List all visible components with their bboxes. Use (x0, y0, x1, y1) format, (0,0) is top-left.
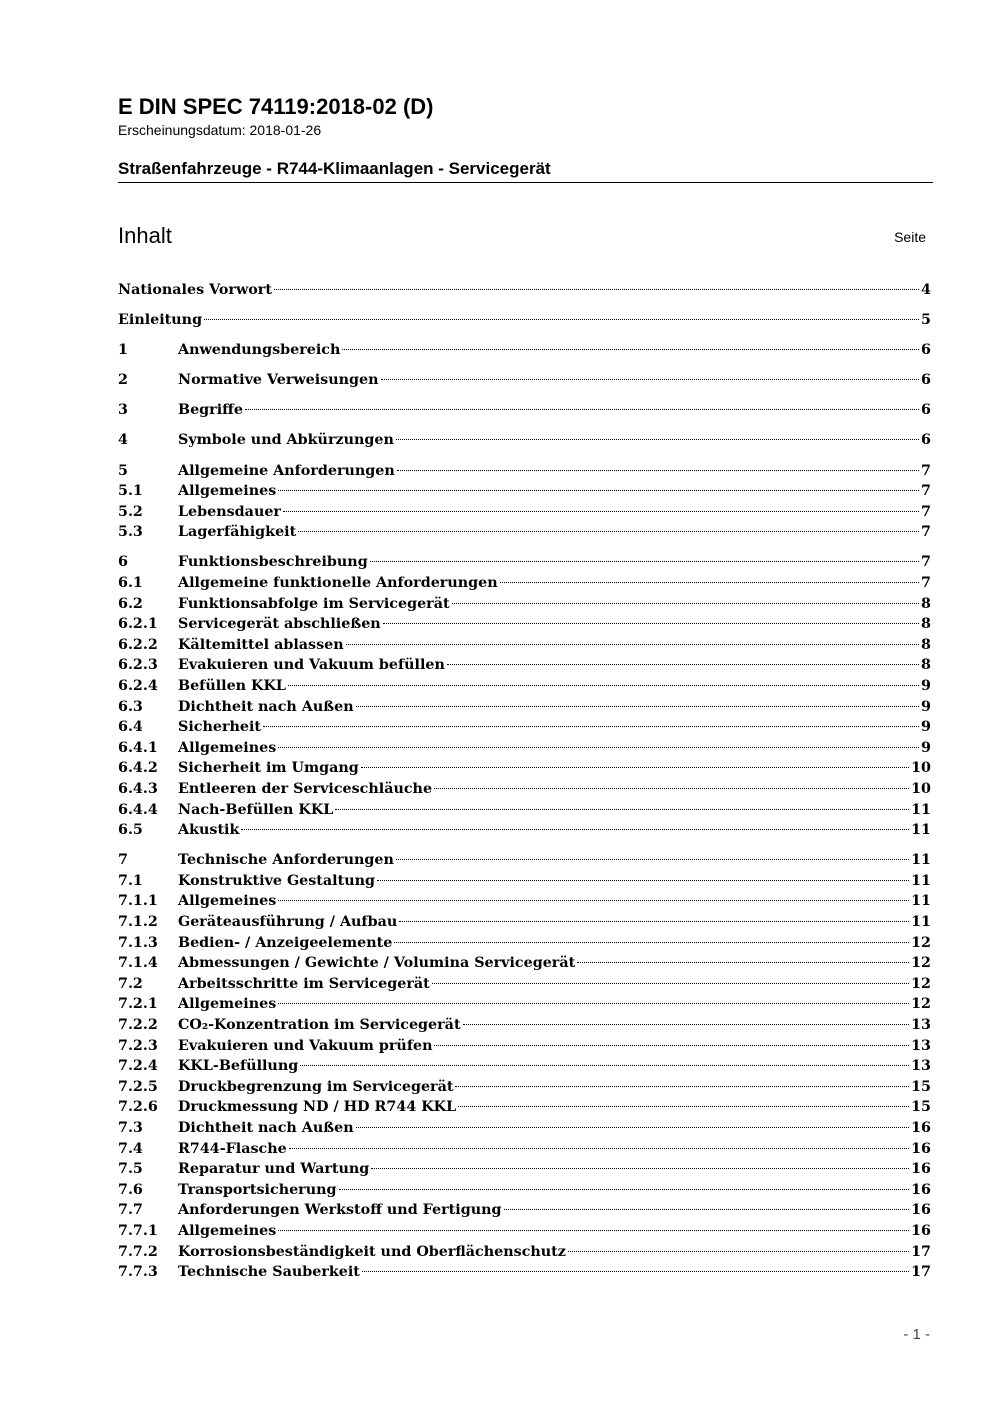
toc-dot-leader (577, 962, 909, 963)
toc-entry[interactable] (118, 912, 931, 933)
toc-entry-page: 9 (921, 698, 931, 715)
toc-entry-page: 7 (921, 554, 931, 571)
toc-dot-leader (278, 1003, 909, 1004)
toc-entry-number: 7.1.2 (118, 914, 158, 931)
toc-entry-page: 13 (911, 1017, 931, 1033)
toc-entry-page: 6 (921, 432, 931, 449)
toc-entry[interactable] (118, 310, 931, 331)
toc-entry-number: 2 (118, 372, 128, 389)
toc-entry-page: 16 (911, 1181, 931, 1198)
toc-entry-title: Evakuieren und Vakuum befüllen (178, 657, 445, 674)
toc-entry-page: 17 (911, 1243, 931, 1260)
toc-dot-leader (283, 511, 919, 512)
toc-entry-page: 7 (921, 503, 931, 520)
toc-entry-page: 16 (911, 1222, 931, 1239)
toc-entry[interactable] (118, 933, 931, 954)
toc-dot-leader (383, 623, 919, 624)
toc-dot-leader (298, 531, 919, 532)
toc-entry[interactable] (118, 758, 931, 779)
toc-dot-leader (452, 603, 919, 604)
toc-entry[interactable] (118, 1097, 931, 1118)
toc-entry-page: 12 (911, 955, 931, 972)
toc-entry[interactable] (118, 430, 931, 451)
toc-entry-page: 8 (921, 636, 931, 653)
toc-entry-number: 7.1.4 (118, 955, 158, 972)
toc-entry[interactable] (118, 655, 931, 676)
toc-entry[interactable] (118, 614, 931, 635)
toc-entry-title: CO₂-Konzentration im Servicegerät (178, 1017, 461, 1033)
toc-entry-number: 6.4.2 (118, 760, 158, 777)
header-divider (118, 182, 933, 183)
toc-dot-leader (274, 289, 919, 290)
toc-entry-title: Allgemeine Anforderungen (178, 462, 395, 479)
toc-entry-number: 7.2 (118, 975, 143, 992)
toc-entry-number: 7.2.6 (118, 1099, 158, 1116)
toc-entry-title: Anforderungen Werkstoff und Fertigung (178, 1202, 502, 1219)
toc-entry[interactable] (118, 1118, 931, 1139)
toc-dot-leader (362, 1271, 909, 1272)
toc-entry-number: 6.2.1 (118, 616, 158, 633)
toc-entry-page: 11 (911, 914, 931, 931)
toc-entry-title: Nationales Vorwort (118, 282, 272, 298)
toc-entry[interactable] (118, 340, 931, 361)
toc-entry-title: Dichtheit nach Außen (178, 698, 354, 715)
toc-entry-number: 7.4 (118, 1140, 143, 1157)
toc-entry-title: Transportsicherung (178, 1181, 337, 1198)
toc-dot-leader (361, 767, 909, 768)
toc-entry-number: 7.2.3 (118, 1037, 158, 1054)
toc-entry-page: 7 (921, 483, 931, 500)
toc-entry-number: 6.2 (118, 595, 143, 612)
toc-entry-page: 5 (921, 312, 931, 329)
toc-entry-number: 7.2.5 (118, 1078, 158, 1095)
toc-dot-leader (568, 1251, 909, 1252)
toc-entry[interactable] (118, 717, 931, 738)
toc-dot-leader (278, 490, 919, 491)
toc-dot-leader (288, 685, 919, 686)
toc-dot-leader (455, 1086, 909, 1087)
toc-dot-leader (289, 1148, 909, 1149)
toc-entry-number: 6.4.3 (118, 780, 158, 797)
toc-entry-title: Begriffe (178, 402, 243, 419)
toc-entry-title: Allgemeines (178, 893, 277, 910)
toc-entry-title: Technische Sauberkeit (178, 1264, 360, 1281)
toc-entry-title: Konstruktive Gestaltung (178, 872, 375, 889)
toc-entry-page: 11 (911, 893, 931, 910)
toc-entry-number: 6.4 (118, 719, 143, 736)
toc-entry-page: 9 (921, 678, 931, 694)
toc-dot-leader (377, 880, 909, 881)
toc-entry-page: 13 (911, 1058, 931, 1075)
toc-dot-leader (278, 1230, 909, 1231)
toc-entry-page: 7 (921, 524, 931, 541)
toc-entry-title: Allgemeine funktionelle Anforderungen (178, 575, 498, 592)
toc-entry-page: 11 (911, 801, 931, 818)
toc-entry-page: 11 (911, 852, 931, 869)
toc-dot-leader (397, 470, 919, 471)
toc-dot-leader (381, 379, 920, 380)
toc-entry[interactable] (118, 1077, 931, 1098)
toc-dot-leader (394, 942, 909, 943)
toc-entry-title: Bedien- / Anzeigeelemente (178, 934, 393, 951)
toc-entry[interactable] (118, 552, 931, 573)
toc-entry-title: Einleitung (118, 312, 203, 329)
toc-entry-number: 7.3 (118, 1119, 143, 1136)
toc-entry-page: 16 (911, 1119, 931, 1136)
toc-entry[interactable] (118, 1139, 931, 1160)
toc-dot-leader (300, 1065, 909, 1066)
toc-entry[interactable] (118, 1056, 931, 1077)
toc-entry-number: 7.2.4 (118, 1058, 158, 1075)
toc-entry[interactable] (118, 635, 931, 656)
toc-entry[interactable] (118, 871, 931, 892)
table-of-contents (118, 280, 931, 1283)
toc-entry-page: 9 (921, 739, 931, 756)
toc-entry[interactable] (118, 953, 931, 974)
toc-entry-title: Lebensdauer (178, 503, 281, 520)
toc-entry-title: Allgemeines (178, 1222, 277, 1239)
toc-dot-leader (434, 788, 909, 789)
toc-entry-title: KKL-Befüllung (178, 1058, 299, 1075)
toc-entry-page: 7 (921, 575, 931, 592)
toc-entry-title: Reparatur und Wartung (178, 1161, 370, 1178)
toc-entry[interactable] (118, 522, 931, 543)
toc-entry-title: Symbole und Abkürzungen (178, 432, 394, 449)
toc-entry-number: 5.2 (118, 503, 143, 520)
toc-dot-leader (396, 439, 919, 440)
toc-entry-page: 12 (911, 975, 931, 992)
toc-entry-page: 8 (921, 657, 931, 674)
toc-entry-title: Funktionsabfolge im Servicegerät (178, 595, 450, 612)
page-number: - 1 - (903, 1326, 930, 1343)
toc-entry[interactable] (118, 891, 931, 912)
toc-entry-number: 7.1 (118, 872, 143, 889)
toc-dot-leader (432, 983, 909, 984)
toc-entry-title: Entleeren der Serviceschläuche (178, 780, 433, 797)
toc-entry-title: Allgemeines (178, 996, 277, 1013)
toc-entry-title: Servicegerät abschließen (178, 616, 381, 633)
toc-dot-leader (263, 726, 919, 727)
toc-entry-page: 16 (911, 1140, 931, 1157)
toc-entry[interactable] (118, 481, 931, 502)
toc-dot-leader (356, 1127, 909, 1128)
toc-entry-number: 7.7.3 (118, 1264, 158, 1281)
toc-entry[interactable] (118, 594, 931, 615)
toc-entry[interactable] (118, 1221, 931, 1242)
toc-entry[interactable] (118, 676, 931, 697)
toc-entry[interactable] (118, 400, 931, 421)
toc-dot-leader (335, 809, 909, 810)
toc-entry-number: 5.3 (118, 524, 143, 541)
toc-dot-leader (396, 859, 909, 860)
toc-entry-page: 9 (921, 719, 931, 736)
toc-entry-title: R744-Flasche (178, 1140, 287, 1157)
toc-entry-page: 15 (911, 1078, 931, 1095)
toc-dot-leader (241, 829, 909, 830)
publication-date: Erscheinungsdatum: 2018-01-26 (118, 122, 322, 138)
toc-entry-number: 1 (118, 342, 128, 359)
toc-dot-leader (245, 409, 919, 410)
toc-entry-page: 15 (911, 1099, 931, 1116)
toc-entry-page: 10 (911, 780, 931, 797)
toc-entry-page: 8 (921, 616, 931, 633)
toc-entry-number: 7.2.1 (118, 996, 158, 1013)
toc-entry[interactable] (118, 697, 931, 718)
toc-dot-leader (447, 664, 919, 665)
toc-dot-leader (504, 1209, 910, 1210)
toc-entry-title: Funktionsbeschreibung (178, 554, 368, 571)
toc-entry-number: 6.2.4 (118, 678, 158, 694)
toc-entry-number: 4 (118, 432, 128, 449)
toc-entry-title: Akustik (178, 822, 240, 839)
toc-entry-number: 3 (118, 402, 128, 419)
toc-entry-page: 16 (911, 1202, 931, 1219)
toc-entry-number: 7.6 (118, 1181, 143, 1198)
toc-entry-number: 7.1.3 (118, 934, 158, 951)
toc-dot-leader (434, 1045, 909, 1046)
toc-dot-leader (399, 921, 909, 922)
toc-entry-title: Sicherheit im Umgang (178, 760, 359, 777)
toc-dot-leader (342, 349, 919, 350)
toc-entry-title: Dichtheit nach Außen (178, 1119, 354, 1136)
toc-entry-title: Abmessungen / Gewichte / Volumina Servicegerät (178, 955, 576, 972)
toc-entry-page: 11 (911, 872, 931, 889)
toc-dot-leader (278, 900, 909, 901)
toc-dot-leader (278, 747, 919, 748)
toc-entry-page: 12 (911, 934, 931, 951)
toc-entry[interactable] (118, 800, 931, 821)
toc-entry-title: Evakuieren und Vakuum prüfen (178, 1037, 433, 1054)
toc-dot-leader (204, 319, 919, 320)
toc-page-label: Seite (894, 229, 926, 245)
toc-entry-number: 7.5 (118, 1161, 143, 1178)
toc-dot-leader (371, 1168, 909, 1169)
toc-entry-title: Geräteausführung / Aufbau (178, 914, 398, 931)
toc-entry[interactable] (118, 994, 931, 1015)
toc-entry-number: 7.7.2 (118, 1243, 158, 1260)
toc-entry[interactable] (118, 1180, 931, 1201)
toc-entry[interactable] (118, 461, 931, 482)
toc-entry-page: 16 (911, 1161, 931, 1178)
toc-entry[interactable] (118, 1200, 931, 1221)
toc-entry-number: 6.5 (118, 822, 143, 839)
toc-entry-page: 17 (911, 1264, 931, 1281)
toc-entry[interactable] (118, 779, 931, 800)
toc-entry-title: Befüllen KKL (178, 678, 286, 694)
toc-dot-leader (458, 1106, 909, 1107)
toc-entry[interactable] (118, 1262, 931, 1283)
toc-entry-title: Korrosionsbeständigkeit und Oberflächenschutz (178, 1243, 566, 1260)
toc-entry-page: 6 (921, 342, 931, 359)
toc-entry-title: Druckbegrenzung im Servicegerät (178, 1078, 454, 1095)
toc-entry-number: 7.7 (118, 1202, 143, 1219)
toc-entry-page: 12 (911, 996, 931, 1013)
toc-dot-leader (356, 706, 919, 707)
toc-dot-leader (370, 561, 919, 562)
toc-entry-number: 7 (118, 852, 128, 869)
toc-entry[interactable] (118, 1015, 931, 1036)
toc-dot-leader (346, 644, 919, 645)
toc-entry-title: Arbeitsschritte im Servicegerät (178, 975, 430, 992)
toc-entry[interactable] (118, 1159, 931, 1180)
toc-entry[interactable] (118, 820, 931, 841)
toc-entry-page: 13 (911, 1037, 931, 1054)
toc-entry-number: 5 (118, 462, 128, 479)
toc-entry-page: 8 (921, 595, 931, 612)
toc-entry-number: 6.4.1 (118, 739, 158, 756)
toc-dot-leader (500, 582, 919, 583)
toc-entry-number: 6.2.3 (118, 657, 158, 674)
toc-entry-page: 4 (921, 282, 931, 298)
toc-entry-number: 7.2.2 (118, 1017, 158, 1033)
toc-entry-number: 6.1 (118, 575, 143, 592)
toc-entry[interactable] (118, 974, 931, 995)
toc-entry[interactable] (118, 502, 931, 523)
toc-entry-title: Technische Anforderungen (178, 852, 394, 869)
document-title: E DIN SPEC 74119:2018-02 (D) (118, 94, 434, 119)
toc-entry-number: 6.3 (118, 698, 143, 715)
toc-entry-title: Nach-Befüllen KKL (178, 801, 334, 818)
toc-entry-title: Sicherheit (178, 719, 262, 736)
toc-entry-number: 5.1 (118, 483, 143, 500)
toc-entry[interactable] (118, 1242, 931, 1263)
toc-entry-title: Lagerfähigkeit (178, 524, 297, 541)
toc-heading: Inhalt (118, 223, 172, 248)
toc-dot-leader (463, 1024, 910, 1025)
toc-entry[interactable] (118, 738, 931, 759)
toc-entry-title: Allgemeines (178, 483, 277, 500)
toc-entry-title: Allgemeines (178, 739, 277, 756)
toc-entry-title: Druckmessung ND / HD R744 KKL (178, 1099, 457, 1116)
toc-entry-page: 6 (921, 402, 931, 419)
toc-entry[interactable] (118, 573, 931, 594)
toc-entry-number: 6 (118, 554, 128, 571)
toc-entry-number: 6.2.2 (118, 636, 158, 653)
document-subtitle: Straßenfahrzeuge - R744-Klimaanlagen - Servicegerät (118, 159, 551, 178)
toc-entry[interactable] (118, 370, 931, 391)
toc-entry-title: Anwendungsbereich (178, 342, 341, 359)
toc-entry[interactable] (118, 1036, 931, 1057)
toc-entry-page: 6 (921, 372, 931, 389)
toc-entry-title: Kältemittel ablassen (178, 636, 344, 653)
toc-entry-number: 7.1.1 (118, 893, 158, 910)
toc-entry-title: Normative Verweisungen (178, 372, 379, 389)
toc-entry[interactable] (118, 850, 931, 871)
toc-entry[interactable] (118, 280, 931, 301)
toc-dot-leader (339, 1189, 910, 1190)
toc-entry-page: 10 (911, 760, 931, 777)
toc-entry-page: 7 (921, 462, 931, 479)
toc-entry-page: 11 (911, 822, 931, 839)
toc-entry-number: 6.4.4 (118, 801, 158, 818)
toc-entry-number: 7.7.1 (118, 1222, 158, 1239)
